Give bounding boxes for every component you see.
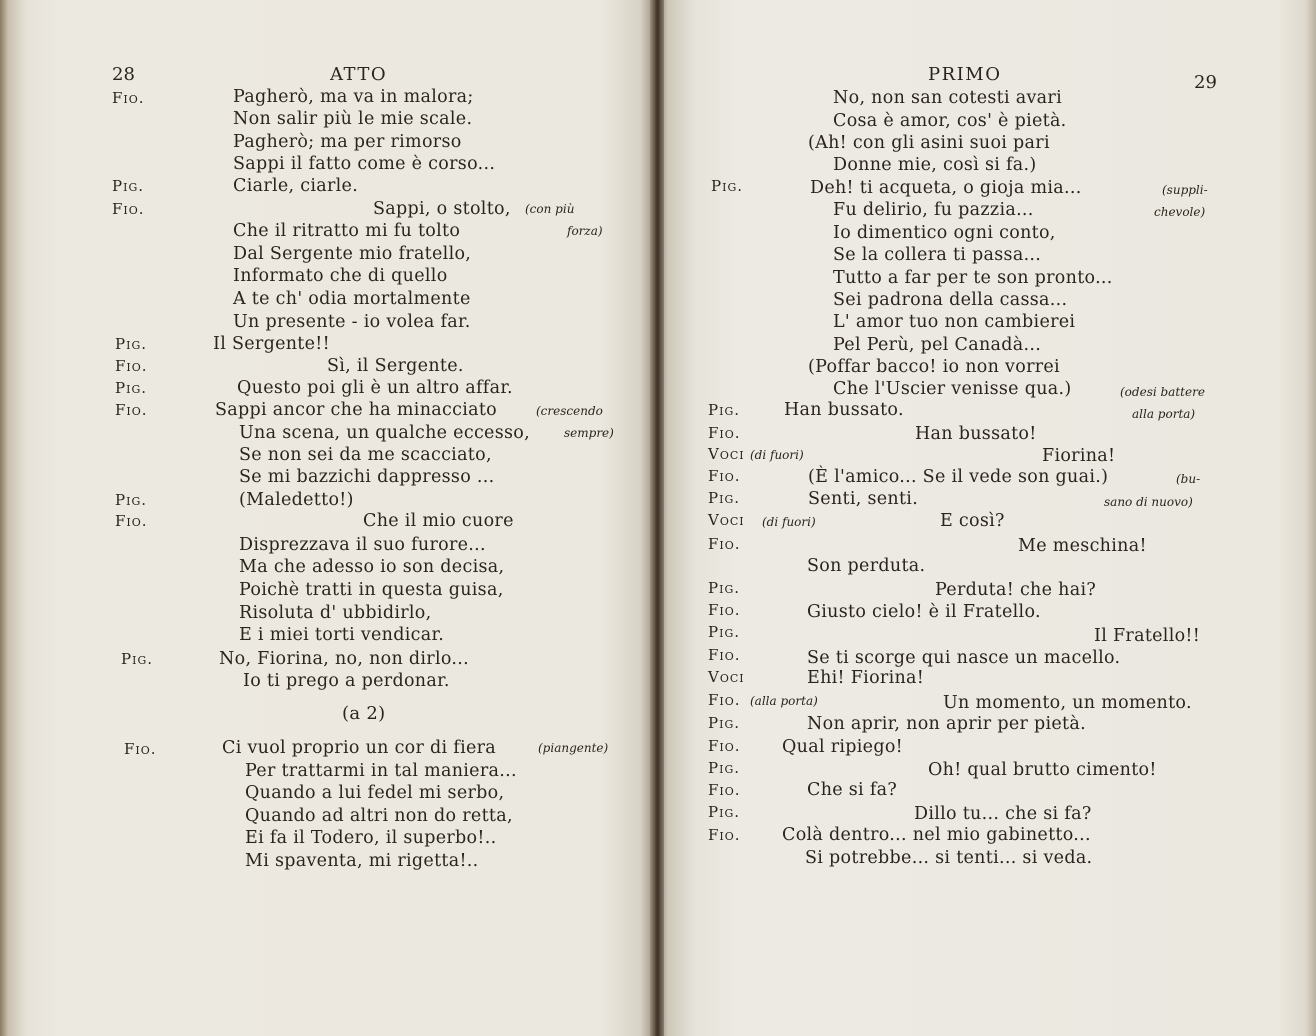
verse-line: Han bussato. xyxy=(784,400,904,420)
verse-line: Sappi il fatto come è corso... xyxy=(233,154,496,174)
verse-line: L' amor tuo non cambierei xyxy=(833,312,1076,332)
stage-direction: sempre) xyxy=(564,426,614,440)
running-header-right: PRIMO xyxy=(928,64,1002,85)
book-gutter xyxy=(650,0,664,1036)
verse-line: Dal Sergente mio fratello, xyxy=(233,244,472,264)
speaker-label: Pig. xyxy=(708,803,740,821)
stage-direction: chevole) xyxy=(1154,205,1206,219)
speaker-label: Pig. xyxy=(708,401,740,419)
speaker-label: Voci xyxy=(708,511,745,529)
verse-line: Se non sei da me scacciato, xyxy=(239,445,492,465)
right-page xyxy=(658,0,1316,1036)
verse-line: Ei fa il Todero, il superbo!.. xyxy=(245,828,497,848)
ensemble-marker: (a 2) xyxy=(342,703,386,724)
verse-line: Ma che adesso io son decisa, xyxy=(239,557,505,577)
verse-line: Un momento, un momento. xyxy=(943,693,1192,713)
speaker-label: Fio. xyxy=(708,535,741,553)
speaker-label: Fio. xyxy=(115,512,148,530)
speaker-label: Voci xyxy=(708,445,745,463)
stage-direction: sano di nuovo) xyxy=(1104,495,1193,509)
verse-line: Io dimentico ogni conto, xyxy=(833,223,1056,243)
page-number-right: 29 xyxy=(1194,72,1217,93)
speaker-label: Fio. xyxy=(708,781,741,799)
stage-direction: (con più xyxy=(525,202,575,216)
verse-line: Poichè tratti in questa guisa, xyxy=(239,580,504,600)
stage-direction: forza) xyxy=(567,224,603,238)
verse-line: Che il mio cuore xyxy=(363,511,514,531)
left-page xyxy=(0,0,655,1036)
verse-line: Il Sergente!! xyxy=(213,334,330,354)
stage-direction: (di fuori) xyxy=(762,515,816,529)
verse-line: Risoluta d' ubbidirlo, xyxy=(239,603,432,623)
verse-line: Fiorina! xyxy=(1042,446,1116,466)
stage-direction: (alla porta) xyxy=(750,694,818,708)
verse-line: Han bussato! xyxy=(915,424,1037,444)
speaker-label: Fio. xyxy=(708,424,741,442)
stage-direction: (odesi battere xyxy=(1120,385,1205,399)
verse-line: Ehi! Fiorina! xyxy=(807,668,925,688)
verse-line: Io ti prego a perdonar. xyxy=(243,671,450,691)
verse-line: Che si fa? xyxy=(807,780,898,800)
speaker-label: Fio. xyxy=(708,601,741,619)
speaker-label: Pig. xyxy=(121,650,153,668)
verse-line: Quando ad altri non do retta, xyxy=(245,806,513,826)
verse-line: Cosa è amor, cos' è pietà. xyxy=(833,111,1067,131)
verse-line: Che l'Uscier venisse qua.) xyxy=(833,379,1072,399)
verse-line: Deh! ti acqueta, o gioja mia... xyxy=(810,178,1082,198)
verse-line: Me meschina! xyxy=(1018,536,1147,556)
verse-line: Se ti scorge qui nasce un macello. xyxy=(807,648,1121,668)
speaker-label: Pig. xyxy=(115,335,147,353)
verse-line: Il Fratello!! xyxy=(1094,626,1201,646)
verse-line: (Ah! con gli asini suoi pari xyxy=(808,133,1050,153)
stage-direction: alla porta) xyxy=(1132,407,1196,421)
verse-line: Senti, senti. xyxy=(808,489,919,509)
verse-line: E così? xyxy=(940,511,1005,531)
speaker-label: Pig. xyxy=(708,714,740,732)
verse-line: Che il ritratto mi fu tolto xyxy=(233,221,461,241)
speaker-label: Fio. xyxy=(708,646,741,664)
running-header-left: ATTO xyxy=(330,64,388,85)
verse-line: Se la collera ti passa... xyxy=(833,245,1042,265)
verse-line: Dillo tu... che si fa? xyxy=(914,804,1092,824)
verse-line: Sì, il Sergente. xyxy=(327,356,464,376)
stage-direction: (suppli- xyxy=(1162,183,1208,197)
verse-line: Una scena, un qualche eccesso, xyxy=(239,423,530,443)
speaker-label: Fio. xyxy=(115,357,148,375)
verse-line: Son perduta. xyxy=(807,556,926,576)
verse-line: Pel Perù, pel Canadà... xyxy=(833,335,1042,355)
verse-line: Ci vuol proprio un cor di fiera xyxy=(222,738,497,758)
verse-line: Disprezzava il suo furore... xyxy=(239,535,486,555)
verse-line: Pagherò, ma va in malora; xyxy=(233,87,474,107)
verse-line: Si potrebbe... si tenti... si veda. xyxy=(805,848,1093,868)
speaker-label: Fio. xyxy=(708,826,741,844)
verse-line: Questo poi gli è un altro affar. xyxy=(237,378,513,398)
verse-line: No, non san cotesti avari xyxy=(833,88,1062,108)
stage-direction: (bu- xyxy=(1176,472,1201,486)
verse-line: No, Fiorina, no, non dirlo... xyxy=(219,649,469,669)
verse-line: Per trattarmi in tal maniera... xyxy=(245,761,517,781)
verse-line: Non salir più le mie scale. xyxy=(233,109,473,129)
verse-line: Perduta! che hai? xyxy=(935,580,1097,600)
verse-line: Sei padrona della cassa... xyxy=(833,290,1068,310)
speaker-label: Pig. xyxy=(708,579,740,597)
verse-line: Non aprir, non aprir per pietà. xyxy=(807,714,1086,734)
speaker-label: Pig. xyxy=(112,177,144,195)
stage-direction: (crescendo xyxy=(536,404,603,418)
speaker-label: Fio. xyxy=(115,401,148,419)
speaker-label: Pig. xyxy=(708,489,740,507)
speaker-label: Fio. xyxy=(112,89,145,107)
verse-line: Giusto cielo! è il Fratello. xyxy=(807,602,1041,622)
verse-line: Sappi ancor che ha minacciato xyxy=(215,400,498,420)
verse-line: Oh! qual brutto cimento! xyxy=(928,760,1157,780)
speaker-label: Fio. xyxy=(708,467,741,485)
speaker-label: Pig. xyxy=(711,177,743,195)
stage-direction: (di fuori) xyxy=(750,448,804,462)
speaker-label: Fio. xyxy=(124,740,157,758)
verse-line: Informato che di quello xyxy=(233,266,448,286)
verse-line: E i miei torti vendicar. xyxy=(239,625,445,645)
verse-line: Pagherò; ma per rimorso xyxy=(233,132,462,152)
verse-line: Quando a lui fedel mi serbo, xyxy=(245,783,505,803)
page-number-left: 28 xyxy=(112,64,135,85)
verse-line: (Poffar bacco! io non vorrei xyxy=(808,357,1060,377)
speaker-label: Pig. xyxy=(115,379,147,397)
speaker-label: Fio. xyxy=(112,200,145,218)
verse-line: Se mi bazzichi dappresso ... xyxy=(239,467,495,487)
verse-line: Colà dentro... nel mio gabinetto... xyxy=(782,825,1091,845)
speaker-label: Pig. xyxy=(115,491,147,509)
verse-line: Sappi, o stolto, xyxy=(373,199,511,219)
verse-line: (È l'amico... Se il vede son guai.) xyxy=(808,467,1109,487)
speaker-label: Fio. xyxy=(708,737,741,755)
verse-line: Mi spaventa, mi rigetta!.. xyxy=(245,851,479,871)
speaker-label: Pig. xyxy=(708,759,740,777)
verse-line: Donne mie, così si fa.) xyxy=(833,155,1037,175)
verse-line: Un presente - io volea far. xyxy=(233,312,471,332)
stage-direction: (piangente) xyxy=(538,741,609,755)
verse-line: A te ch' odia mortalmente xyxy=(233,289,471,309)
verse-line: Tutto a far per te son pronto... xyxy=(833,268,1113,288)
speaker-label: Fio. xyxy=(708,691,741,709)
speaker-label: Pig. xyxy=(708,623,740,641)
verse-line: Ciarle, ciarle. xyxy=(233,176,359,196)
speaker-label: Voci xyxy=(708,668,745,686)
verse-line: Qual ripiego! xyxy=(782,737,903,757)
verse-line: Fu delirio, fu pazzia... xyxy=(833,200,1034,220)
verse-line: (Maledetto!) xyxy=(239,490,354,510)
